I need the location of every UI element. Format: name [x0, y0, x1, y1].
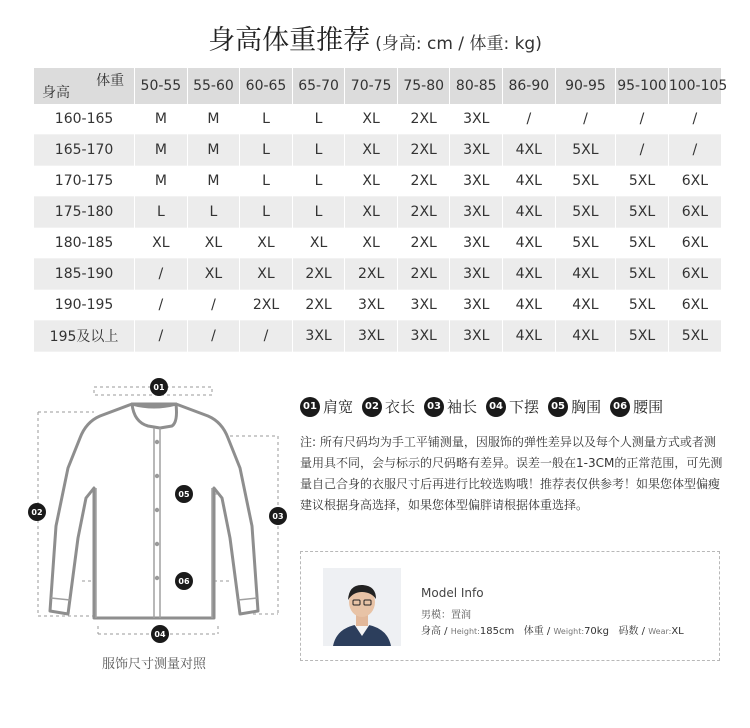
marker-05: [175, 485, 193, 503]
size-cell: 5XL: [668, 321, 721, 352]
size-cell: XL: [345, 166, 398, 197]
legend-label: 衣长: [385, 398, 416, 416]
legend-number-badge: 05: [548, 397, 568, 417]
marker-05-label: 05: [178, 490, 190, 499]
table-row: [34, 135, 722, 166]
size-cell: 4XL: [503, 197, 556, 228]
marker-06-label: 06: [178, 577, 190, 586]
size-cell: 2XL: [397, 135, 450, 166]
size-cell: 2XL: [240, 290, 293, 321]
size-cell: XL: [187, 259, 240, 290]
legend-number-badge: 02: [362, 397, 382, 417]
height-cell: 160-165: [34, 104, 135, 135]
weight-header-cell: 86-90: [503, 68, 556, 104]
size-cell: 2XL: [292, 290, 345, 321]
title-main: 身高体重推荐: [208, 25, 371, 56]
size-cell: /: [616, 104, 669, 135]
size-cell: 5XL: [616, 197, 669, 228]
marker-02-label: 02: [31, 508, 43, 517]
legend-item: [362, 396, 415, 417]
table-body: [34, 104, 722, 352]
corner-weight-label: 体重: [96, 73, 125, 89]
size-cell: /: [616, 135, 669, 166]
size-cell: /: [135, 321, 188, 352]
size-cell: 5XL: [555, 166, 616, 197]
marker-02: [28, 503, 46, 521]
size-cell: 4XL: [555, 290, 616, 321]
model-weight-value: 70kg: [584, 626, 609, 637]
legend-number-badge: 04: [486, 397, 506, 417]
weight-header-cell: 100-105: [668, 68, 721, 104]
size-cell: 4XL: [555, 259, 616, 290]
size-cell: 4XL: [503, 228, 556, 259]
model-weight-label: 体重 /: [523, 626, 554, 637]
size-cell: 3XL: [292, 321, 345, 352]
size-cell: 4XL: [503, 135, 556, 166]
size-cell: 2XL: [292, 259, 345, 290]
model-info-title: Model Info: [421, 586, 484, 600]
legend-item: [548, 396, 601, 417]
legend-item: [300, 396, 353, 417]
legend-item: [610, 396, 663, 417]
size-cell: 3XL: [450, 135, 503, 166]
measurement-note: 注: 所有尺码均为手工平铺测量，因服饰的弹性差异以及每个人测量方式或者测量用具不同，会与标示的尺码略有差异。误差一般在1-3CM的正常范围，可先测量自己合身的衣服尺寸后再进行比较选购哦！推荐表仅供参考！如果您体型偏瘦建议根据身高选择，如果您体型偏胖请根据体重选择。: [300, 435, 723, 512]
table-row: [34, 197, 722, 228]
size-cell: 5XL: [555, 197, 616, 228]
size-cell: 5XL: [555, 228, 616, 259]
size-cell: XL: [135, 228, 188, 259]
weight-header-cell: 90-95: [555, 68, 616, 104]
size-cell: L: [135, 197, 188, 228]
legend-item: [424, 396, 477, 417]
size-cell: M: [135, 104, 188, 135]
model-stats: [421, 622, 684, 637]
model-height-sub: Height:: [450, 627, 480, 636]
size-cell: XL: [345, 197, 398, 228]
size-cell: XL: [240, 259, 293, 290]
model-name: 男模：置润: [421, 610, 471, 621]
marker-04: [151, 625, 169, 643]
size-cell: 5XL: [616, 166, 669, 197]
size-cell: 2XL: [345, 259, 398, 290]
size-cell: 3XL: [450, 197, 503, 228]
size-cell: 5XL: [555, 135, 616, 166]
size-cell: XL: [345, 228, 398, 259]
size-cell: 6XL: [668, 197, 721, 228]
size-cell: /: [187, 290, 240, 321]
legend-number-badge: 06: [610, 397, 630, 417]
height-cell: 170-175: [34, 166, 135, 197]
size-cell: 3XL: [450, 321, 503, 352]
height-cell: 180-185: [34, 228, 135, 259]
title-unit: (身高: cm / 体重: kg): [375, 34, 542, 54]
size-cell: XL: [345, 104, 398, 135]
model-size-label: 码数 /: [618, 626, 649, 637]
model-avatar: [323, 568, 401, 646]
height-cell: 175-180: [34, 197, 135, 228]
size-cell: M: [187, 135, 240, 166]
table-corner-cell: [34, 68, 135, 104]
size-cell: 4XL: [503, 259, 556, 290]
size-cell: 2XL: [397, 228, 450, 259]
table-row: [34, 259, 722, 290]
size-cell: 3XL: [450, 166, 503, 197]
size-cell: 3XL: [345, 321, 398, 352]
weight-header-cell: 80-85: [450, 68, 503, 104]
size-cell: /: [187, 321, 240, 352]
legend-label: 肩宽: [323, 398, 354, 416]
size-cell: 3XL: [397, 290, 450, 321]
size-cell: 4XL: [555, 321, 616, 352]
size-cell: M: [135, 135, 188, 166]
marker-06: [175, 572, 193, 590]
height-cell: 165-170: [34, 135, 135, 166]
size-cell: /: [135, 259, 188, 290]
size-cell: L: [187, 197, 240, 228]
size-cell: XL: [292, 228, 345, 259]
table-row: [34, 166, 722, 197]
legend-label: 胸围: [571, 398, 602, 416]
legend-item: [486, 396, 539, 417]
size-cell: 6XL: [668, 259, 721, 290]
size-cell: L: [292, 197, 345, 228]
size-cell: XL: [187, 228, 240, 259]
height-cell: 185-190: [34, 259, 135, 290]
table-row: [34, 228, 722, 259]
legend-number-badge: 01: [300, 397, 320, 417]
measurement-legend: [300, 396, 730, 417]
size-cell: XL: [240, 228, 293, 259]
size-cell: M: [187, 104, 240, 135]
legend-label: 下摆: [509, 398, 540, 416]
marker-04-label: 04: [154, 630, 166, 639]
size-cell: 3XL: [450, 228, 503, 259]
size-cell: 2XL: [397, 166, 450, 197]
size-cell: 5XL: [616, 259, 669, 290]
marker-01: [150, 378, 168, 396]
size-cell: L: [292, 104, 345, 135]
size-cell: /: [240, 321, 293, 352]
size-cell: L: [292, 135, 345, 166]
model-weight-sub: Weight:: [553, 627, 585, 636]
size-cell: L: [240, 135, 293, 166]
size-cell: L: [292, 166, 345, 197]
size-cell: /: [668, 135, 721, 166]
table-row: [34, 290, 722, 321]
weight-header-cell: 50-55: [135, 68, 188, 104]
size-cell: 2XL: [397, 104, 450, 135]
size-cell: 4XL: [503, 290, 556, 321]
size-cell: /: [503, 104, 556, 135]
size-chart-table: [33, 68, 728, 352]
weight-header-cell: 70-75: [345, 68, 398, 104]
size-cell: L: [240, 166, 293, 197]
model-height-value: 185cm: [479, 626, 515, 637]
size-cell: /: [135, 290, 188, 321]
size-cell: M: [135, 166, 188, 197]
size-cell: /: [668, 104, 721, 135]
legend-number-badge: 03: [424, 397, 444, 417]
size-cell: 3XL: [345, 290, 398, 321]
weight-header-cell: 95-100: [616, 68, 669, 104]
size-cell: 6XL: [668, 166, 721, 197]
legend-label: 腰围: [633, 398, 664, 416]
size-cell: 5XL: [616, 228, 669, 259]
size-cell: 3XL: [450, 259, 503, 290]
height-cell: 195及以上: [34, 321, 135, 352]
marker-01-label: 01: [153, 383, 165, 392]
page-title: [0, 18, 750, 57]
size-cell: 4XL: [503, 321, 556, 352]
size-cell: 3XL: [450, 290, 503, 321]
size-cell: 3XL: [450, 104, 503, 135]
shirt-measurement-diagram: [20, 376, 290, 676]
diagram-caption: 服饰尺寸测量对照: [102, 657, 207, 672]
shirt-illustration: [20, 376, 290, 676]
marker-03: [269, 507, 287, 525]
model-info-card: [300, 551, 720, 661]
table-row: [34, 104, 722, 135]
size-cell: 6XL: [668, 290, 721, 321]
size-cell: 5XL: [616, 290, 669, 321]
marker-03-label: 03: [272, 512, 284, 521]
size-cell: 4XL: [503, 166, 556, 197]
size-cell: 3XL: [397, 321, 450, 352]
size-cell: XL: [345, 135, 398, 166]
size-cell: 2XL: [397, 259, 450, 290]
size-cell: L: [240, 197, 293, 228]
size-cell: L: [240, 104, 293, 135]
legend-label: 袖长: [447, 398, 478, 416]
model-size-value: XL: [671, 626, 684, 637]
corner-height-label: 身高: [42, 85, 70, 101]
size-cell: M: [187, 166, 240, 197]
model-size-sub: Wear:: [648, 627, 672, 636]
weight-header-cell: 55-60: [187, 68, 240, 104]
height-cell: 190-195: [34, 290, 135, 321]
size-cell: 2XL: [397, 197, 450, 228]
weight-header-cell: 75-80: [397, 68, 450, 104]
table-header-row: [34, 68, 722, 104]
weight-header-cell: 60-65: [240, 68, 293, 104]
size-cell: 6XL: [668, 228, 721, 259]
table-row: [34, 321, 722, 352]
size-cell: /: [555, 104, 616, 135]
model-height-label: 身高 /: [421, 626, 451, 637]
weight-header-cell: 65-70: [292, 68, 345, 104]
size-cell: 5XL: [616, 321, 669, 352]
